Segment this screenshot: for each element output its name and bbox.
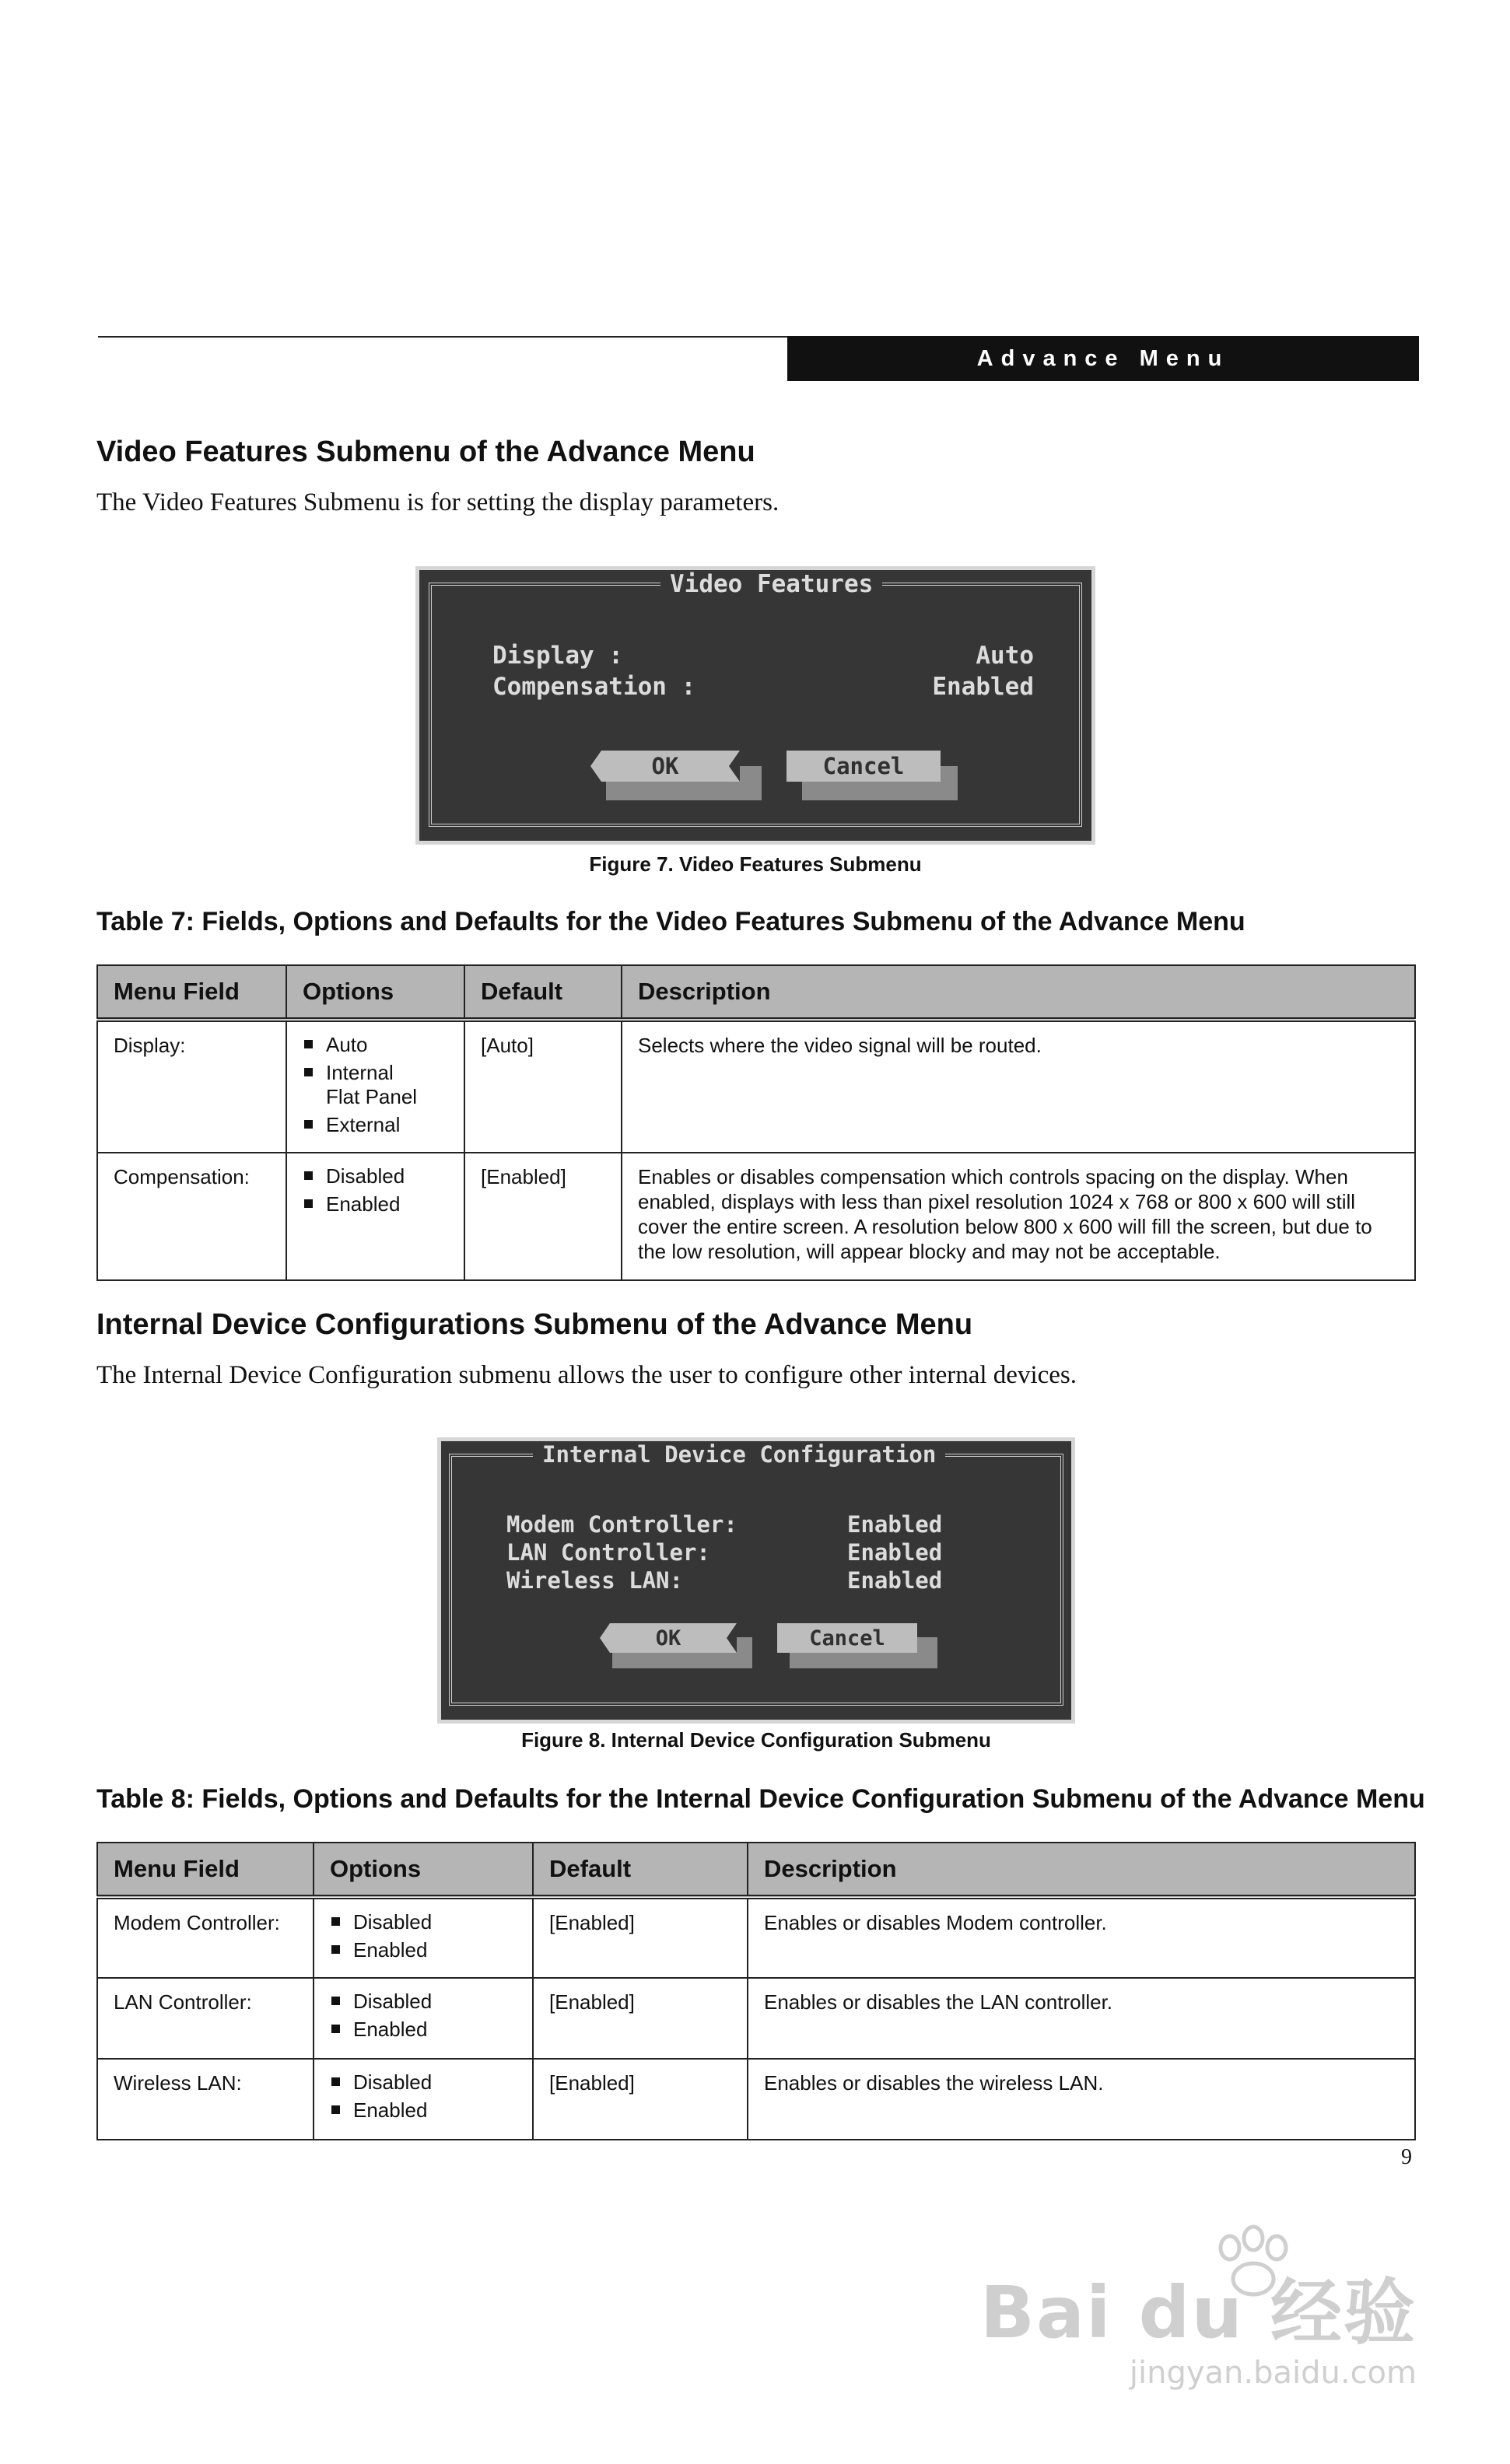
option-item: Enabled (330, 2018, 517, 2042)
ok-left-arrow-icon (590, 751, 601, 782)
options-cell (314, 1897, 533, 1978)
table-header-row (97, 1843, 1415, 1897)
lan-controller-label: LAN Controller: (506, 1539, 710, 1566)
internal-intro: The Internal Device Configuration submenu allows the user to configure other internal devices. (96, 1361, 1077, 1389)
screen-title: Video Features (660, 570, 882, 598)
display-label: Display : (492, 642, 623, 670)
internal-section-heading: Internal Device Configurations Submenu of the Advance Menu (96, 1308, 973, 1341)
option-item: Disabled (330, 2070, 517, 2095)
option-item: External (303, 1113, 448, 1137)
table-row (97, 1978, 1415, 2059)
description-cell: Enables or disables Modem controller. (748, 1897, 1415, 1978)
header-menu-field: Menu Field (97, 965, 286, 1020)
video-intro: The Video Features Submenu is for setting the display parameters. (96, 488, 780, 516)
header-options: Options (286, 965, 464, 1020)
default-cell: [Enabled] (533, 1978, 748, 2059)
menu-field-cell: Compensation: (97, 1153, 286, 1280)
figure-8-caption: Figure 8. Internal Device Configuration Submenu (521, 1728, 991, 1752)
video-features-screen (415, 566, 1095, 845)
ok-left-arrow-icon (600, 1623, 610, 1653)
option-item: Enabled (303, 1192, 448, 1216)
table-row (97, 1020, 1415, 1153)
option-item: Enabled (330, 2098, 517, 2123)
header-menu-field: Menu Field (97, 1843, 314, 1897)
menu-field-cell: Modem Controller: (97, 1897, 314, 1978)
figure-7-caption: Figure 7. Video Features Submenu (589, 852, 922, 876)
compensation-label: Compensation : (492, 673, 696, 701)
header-default: Default (464, 965, 622, 1020)
screen-title: Internal Device Configuration (533, 1441, 945, 1468)
ok-button[interactable]: OK (590, 751, 740, 782)
description-cell: Enables or disables compensation which controls spacing on the display. When enabled, displays with less than pixel resolution 1024 x 768 or 800 x 600 will still cover the entire screen. A resolution below 800 x 600 will fill the screen, but due to the low resolution, will appear blocky and may not be acceptable. (622, 1153, 1415, 1280)
table-8-caption: Table 8: Fields, Options and Defaults for the Internal Device Configuration Submenu of the Advance Menu (96, 1784, 1425, 1814)
option-item: Disabled (330, 1990, 517, 2014)
header-rule (98, 336, 787, 338)
internal-device-screen (437, 1437, 1075, 1724)
section-header: Advance Menu (787, 336, 1419, 381)
lan-controller-value[interactable]: Enabled (847, 1539, 943, 1566)
table-row (97, 2059, 1415, 2140)
menu-field-cell: LAN Controller: (97, 1978, 314, 2059)
ok-right-arrow-icon (729, 751, 740, 782)
default-cell: [Enabled] (533, 2059, 748, 2140)
option-item: Enabled (330, 1938, 517, 1962)
table-8 (96, 1842, 1416, 2140)
options-cell (314, 1978, 533, 2059)
video-section-heading: Video Features Submenu of the Advance Menu (96, 436, 755, 468)
option-item: Auto (303, 1033, 448, 1057)
table-header-row (97, 965, 1415, 1020)
modem-controller-label: Modem Controller: (506, 1511, 737, 1538)
watermark-url: jingyan.baidu.com (1129, 2355, 1417, 2391)
header-description: Description (748, 1843, 1415, 1897)
description-cell: Enables or disables the LAN controller. (748, 1978, 1415, 2059)
header-description: Description (622, 965, 1415, 1020)
page-number: 9 (1401, 2145, 1412, 2169)
ok-button[interactable]: OK (600, 1623, 737, 1653)
default-cell: [Auto] (464, 1020, 622, 1153)
options-cell (286, 1020, 464, 1153)
menu-field-cell: Display: (97, 1020, 286, 1153)
description-cell: Enables or disables the wireless LAN. (748, 2059, 1415, 2140)
default-cell: [Enabled] (533, 1897, 748, 1978)
cancel-button[interactable]: Cancel (777, 1623, 917, 1653)
table-row (97, 1153, 1415, 1280)
options-cell (314, 2059, 533, 2140)
table-7 (96, 964, 1416, 1281)
option-item: Internal Flat Panel (303, 1061, 427, 1109)
display-value[interactable]: Auto (976, 642, 1034, 670)
description-cell: Selects where the video signal will be routed. (622, 1020, 1415, 1153)
header-options: Options (314, 1843, 533, 1897)
table-7-caption: Table 7: Fields, Options and Defaults for the Video Features Submenu of the Advance Menu (96, 907, 1245, 936)
baidu-watermark (981, 2224, 1417, 2403)
wireless-lan-label: Wireless LAN: (506, 1567, 683, 1594)
header-default: Default (533, 1843, 748, 1897)
options-cell (286, 1153, 464, 1280)
table-row (97, 1897, 1415, 1978)
compensation-value[interactable]: Enabled (932, 673, 1034, 701)
wireless-lan-value[interactable]: Enabled (847, 1567, 943, 1594)
ok-right-arrow-icon (727, 1623, 737, 1653)
default-cell: [Enabled] (464, 1153, 622, 1280)
option-item: Disabled (303, 1164, 448, 1188)
option-item: Disabled (330, 1910, 517, 1934)
modem-controller-value[interactable]: Enabled (847, 1511, 943, 1538)
menu-field-cell: Wireless LAN: (97, 2059, 314, 2140)
cancel-button[interactable]: Cancel (787, 751, 941, 782)
watermark-brand: Bai du 经验 (979, 2271, 1417, 2354)
